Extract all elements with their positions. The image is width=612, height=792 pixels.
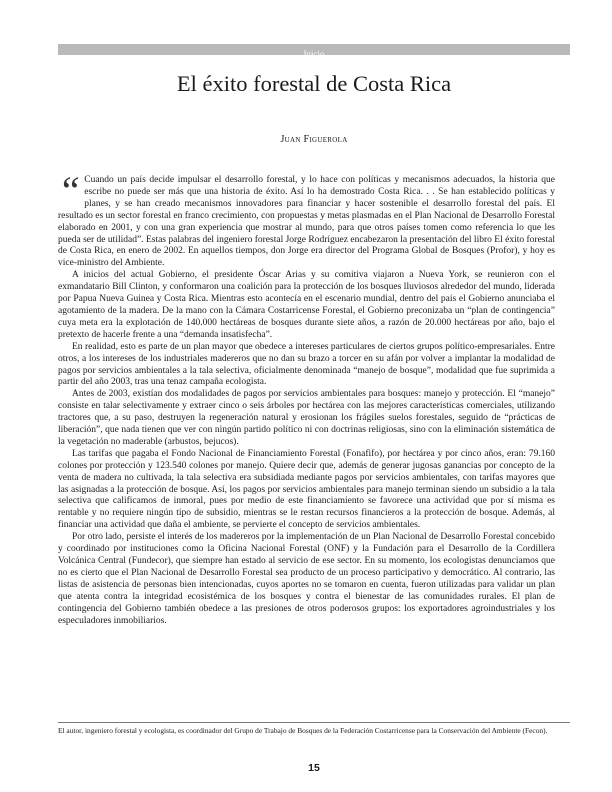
article-paragraph: En realidad, esto es parte de un plan mayor que obedece a intereses particulares de ciertos grupos político-empresariales. Entre otros, a los intereses de los industriales madereros que no dan su brazo a torcer en su afán por volver a implantar la modalidad de pagos por servicios ambientales a la tala selectiva, oficialmente denominada “manejo de bosque”, modalidad que fue suprimida a partir del año 2003, tras una tenaz campaña ecologista. xyxy=(58,341,555,388)
footnote-divider xyxy=(58,722,570,723)
decorative-open-quote: “ xyxy=(58,168,81,213)
top-nav-bar xyxy=(58,44,570,59)
article-body xyxy=(58,168,555,627)
article-paragraph xyxy=(58,168,555,270)
article-paragraph: Las tarifas que pagaba el Fondo Nacional de Financiamiento Forestal (Fonafifo), por hectárea y por cinco años, eran: 79.160 colones por protección y 123.540 colones por manejo. Quiere decir que, además de generar jugosas ganancias por concepto de la venta de madera no cultivada, la tala selectiva era subsidiada mediante pagos por servicios ambientales, con tarifas mayores que las asignadas a la protección de bosque. Así, los pagos por servicios ambientales para manejo terminan siendo un subsidio a la tala selectiva que calificamos de inmoral, pues por medio de este financiamiento se favorece una actividad que por sí misma es rentable y no requiere ningún tipo de subsidio, mientras se le restan recursos financieros a la protección de bosque. Además, al financiar una actividad que daña el ambiente, se pervierte el concepto de servicios ambientales. xyxy=(58,448,555,531)
page-number: 15 xyxy=(308,762,320,774)
paragraph-text: Cuando un país decide impulsar el desarrollo forestal, y lo hace con políticas y mecanismos adecuados, la historia que escribe no puede ser más que una historia de éxito. Así lo ha demostrado Costa Rica. . . Se han establecido políticas y planes, y se han creado mecanismos innovadores para financiar y hacer sostenible el desarrollo forestal del país. El resultado es un sector forestal en franco crecimiento, con propuestas y metas plasmadas en el Plan Nacional de Desarrollo Forestal elaborado en 2001, y con una gran experiencia que mostrar al mundo, para que otros países tomen como referencia lo que les pueda ser de utilidad”. Estas palabras del ingeniero forestal Jorge Rodríguez encabezaron la presentación del libro El éxito forestal de Costa Rica, en enero de 2002. En aquellos tiempos, don Jorge era director del Programa Global de Bosques (Profor), y hoy es vice-ministro del Ambiente. xyxy=(58,175,555,269)
article-author: Juan Figuerola xyxy=(280,134,348,145)
home-link[interactable]: Inicio xyxy=(303,49,325,59)
author-footnote: El autor, ingeniero forestal y ecologista, es coordinador del Grupo de Trabajo de Bosques de la Federación Costarricense para la Conservación del Ambiente (Fecon). xyxy=(58,726,548,735)
article-paragraph: Por otro lado, persiste el interés de los madereros por la implementación de un Plan Nacional de Desarrollo Forestal concebido y coordinado por instituciones como la Oficina Nacional Forestal (ONF) y la Fundación para el Desarrollo de la Cordillera Volcánica Central (Fundecor), que siempre han estado al servicio de ese sector. En su momento, los ecologistas denunciamos que no es cierto que el Plan Nacional de Desarrollo Forestal sea producto de un proceso participativo y democrático. Al contrario, las listas de asistencia de personas bien intencionadas, cuyos aportes no se tomaron en cuenta, fueron utilizadas para validar un plan que atenta contra la integridad ecosistémica de los bosques y contra el bienestar de las comunidades rurales. El plan de contingencia del Gobierno también obedece a las presiones de otros poderosos grupos: los exportadores agroindustriales y los especuladores inmobiliarios. xyxy=(58,532,555,626)
article-paragraph: A inicios del actual Gobierno, el presidente Óscar Arias y su comitiva viajaron a Nueva York, se reunieron con el exmandatario Bill Clinton, y conformaron una coalición para la protección de los bosques lluviosos alrededor del mundo, liderada por Papua Nueva Guinea y Costa Rica. Mientras esto acontecía en el escenario mundial, dentro del país el Gobierno anunciaba el agotamiento de la madera. De la mano con la Cámara Costarricense Forestal, el Gobierno preconizaba un “plan de contingencia” cuya meta era la explotación de 140.000 hectáreas de bosques durante siete años, a razón de 20.000 hectáreas por año, bajo el pretexto de hacerle frente a una “demanda insatisfecha”. xyxy=(58,270,555,340)
article-title: El éxito forestal de Costa Rica xyxy=(176,71,452,96)
article-paragraph: Antes de 2003, existían dos modalidades de pagos por servicios ambientales para bosques: manejo y protección. El “manejo” consiste en talar selectivamente y extraer cinco o seis árboles por hectárea con las mejores características comerciales, utilizando tractores que, a su paso, destruyen la regeneración natural y erosionan los frágiles suelos forestales, seguido de “prácticas de liberación”, que nada tienen que ver con ningún partido político ni con doctrinas religiosas, sino con la eliminación sistemática de la vegetación no maderable (arbustos, bejucos). xyxy=(58,389,555,447)
